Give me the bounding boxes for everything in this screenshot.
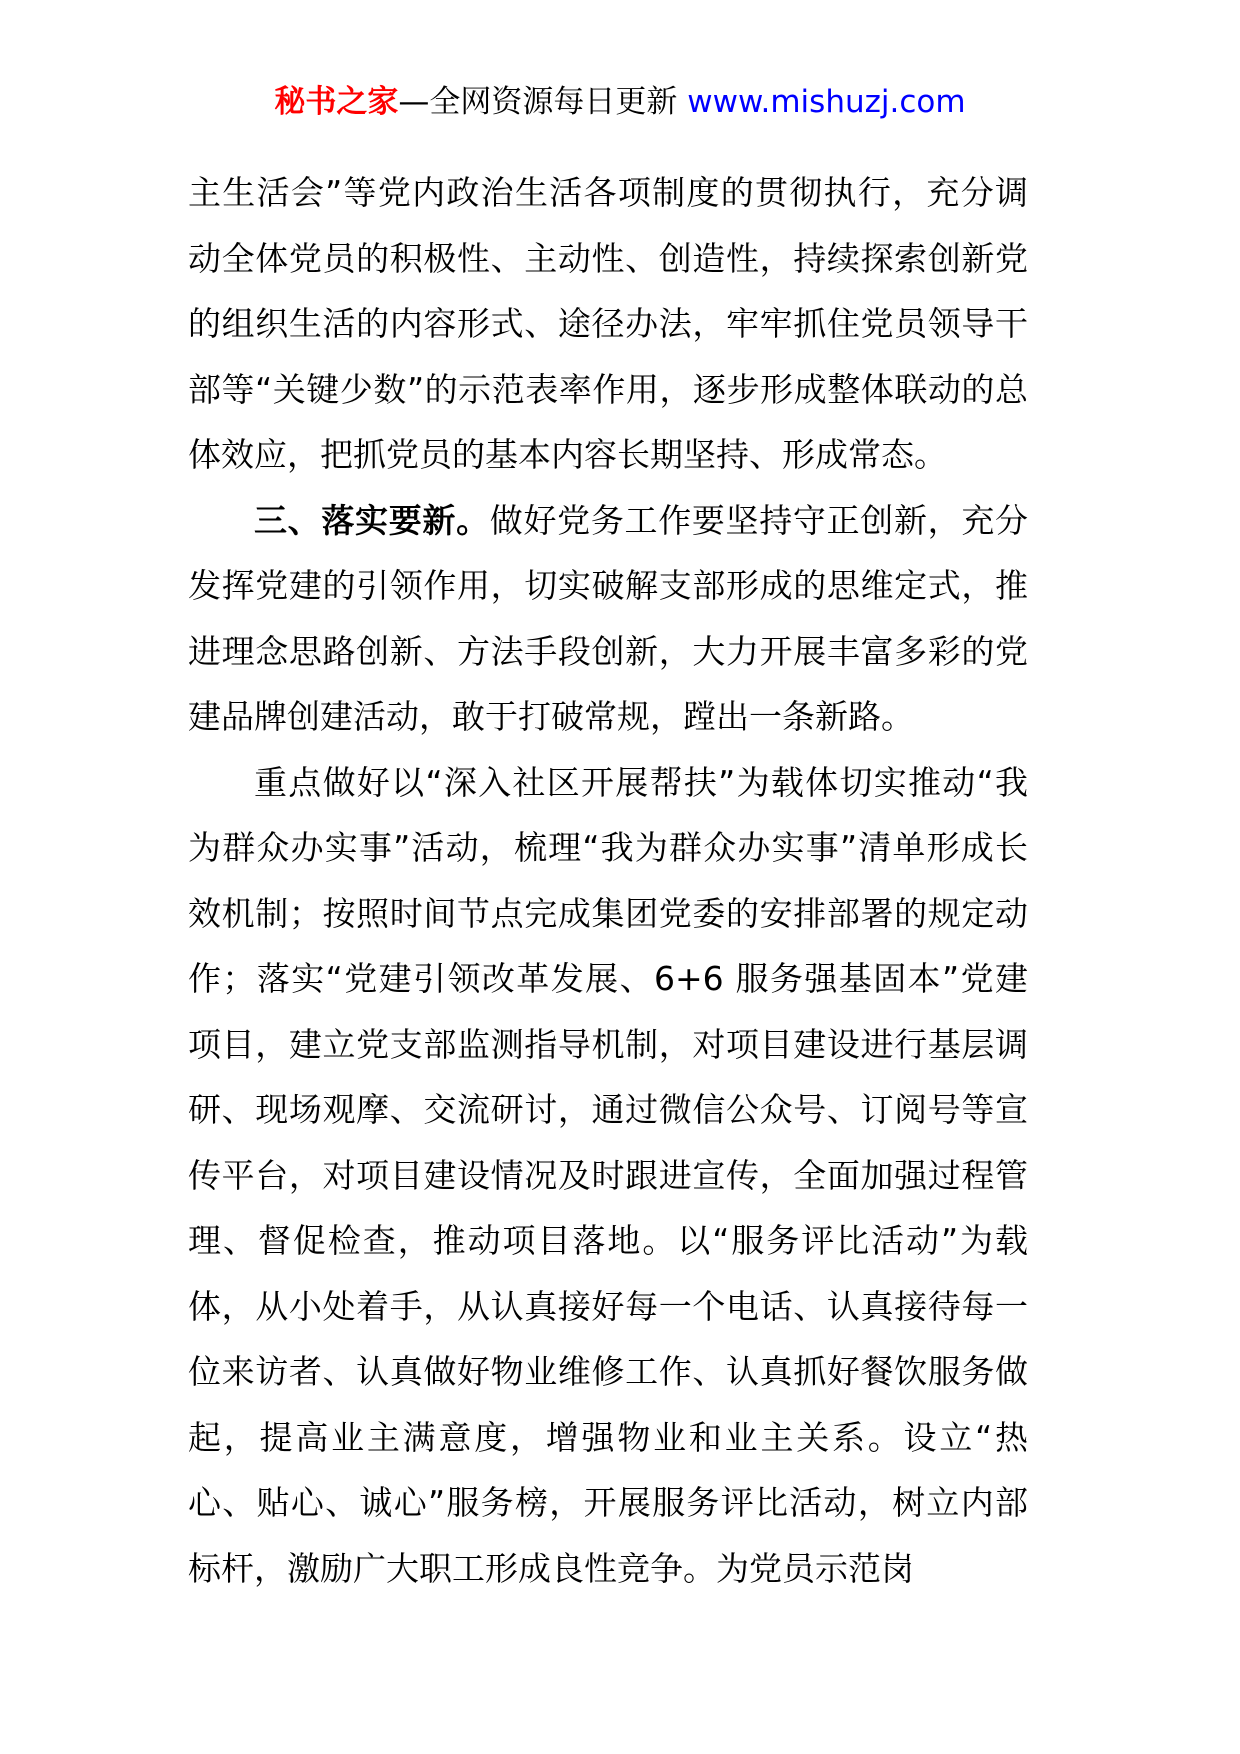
paragraph-continuation <box>188 160 1028 488</box>
site-url[interactable]: www.mishuzj.com <box>687 84 966 120</box>
paragraph-text: 重点做好以“深入社区开展帮扶”为载体切实推动“我为群众办实事”活动，梳理“我为群众办实事”清单形成长效机制；按照时间节点完成集团党委的安排部署的规定动作；落实“党建引领改革发展、6+6 服务强基固本”党建项目，建立党支部监测指导机制，对项目建设进行基层调研、现场观摩、交流研讨，通过微信公众号、订阅号等宣传平台，对项目建设情况及时跟进宣传，全面加强过程管理、督促检查，推动项目落地。以“服务评比活动”为载体，从小处着手，从认真接好每一个电话、认真接待每一位来访者、认真做好物业维修工作、认真抓好餐饮服务做起，提高业主满意度，增强物业和业主关系。设立“热心、贴心、诚心”服务榜，开展服务评比活动，树立内部标杆，激励广大职工形成良性竞争。为党员示范岗 <box>188 762 1028 1588</box>
paragraph-text: 主生活会”等党内政治生活各项制度的贯彻执行，充分调动全体党员的积极性、主动性、创造性，持续探索创新党的组织生活的内容形式、途径办法，牢牢抓住党员领导干部等“关键少数”的示范表率作用，逐步形成整体联动的总体效应，把抓党员的基本内容长期坚持、形成常态。 <box>188 173 1028 474</box>
site-tagline: —全网资源每日更新 <box>398 84 688 120</box>
document-body <box>188 160 1028 1601</box>
paragraph-section-three <box>188 488 1028 750</box>
paragraph-text: 做好党务工作要坚持守正创新，充分发挥党建的引领作用，切实破解支部形成的思维定式，推进理念思路创新、方法手段创新，大力开展丰富多彩的党建品牌创建活动，敢于打破常规，蹚出一条新路。 <box>188 500 1029 736</box>
page-header <box>0 82 1240 122</box>
site-brand: 秘书之家 <box>274 84 399 120</box>
section-heading: 三、落实要新。 <box>254 500 490 540</box>
paragraph-key-work <box>188 750 1028 1602</box>
